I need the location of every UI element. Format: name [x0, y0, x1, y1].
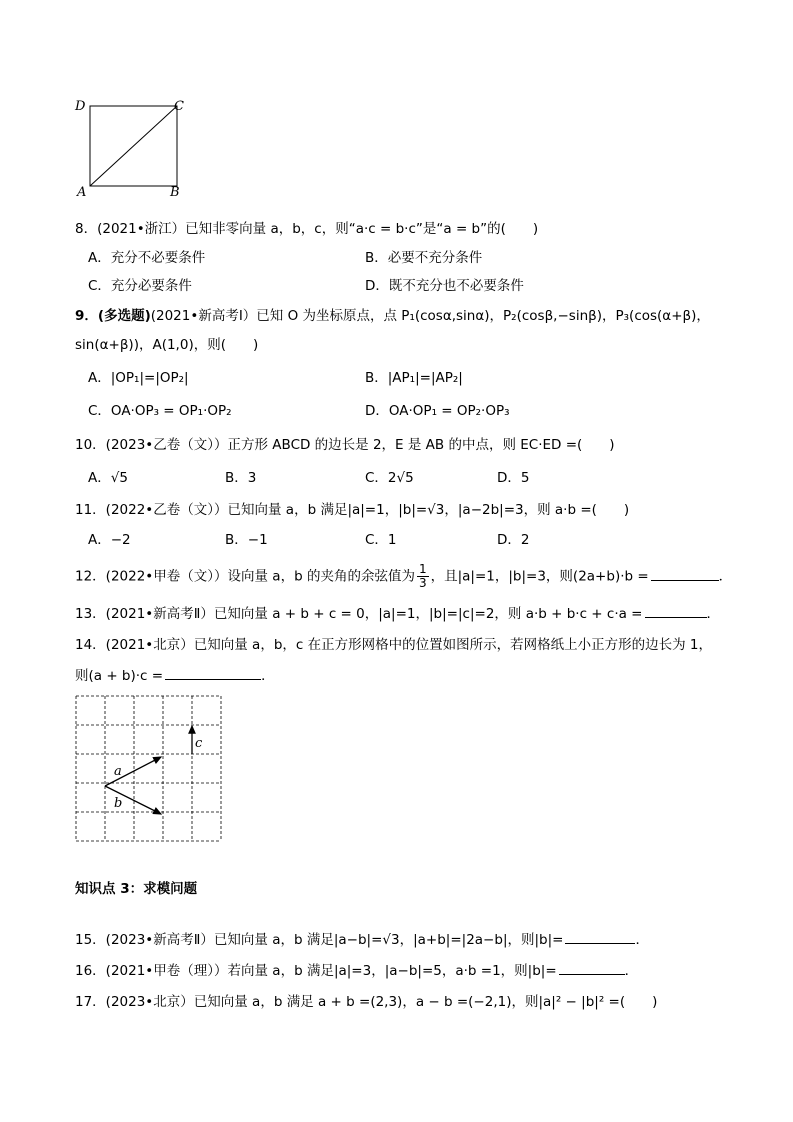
vector-label-b: b: [114, 796, 123, 811]
q9-tag: 9．(多选题): [75, 308, 151, 324]
q16-answer-blank[interactable]: [559, 962, 625, 975]
q9-option-d: D．OA·OP₁ = OP₂·OP₃: [365, 403, 510, 419]
q12-fraction-denominator: 3: [418, 576, 427, 590]
q9-stem-text: (2021•新高考Ⅰ）已知 O 为坐标原点，点 P₁(cosα,sinα)，P₂(cosβ,−sinβ)，P₃(cos(α+β)，: [150, 308, 710, 324]
q8-option-c: C．充分必要条件: [88, 278, 192, 294]
q12-stem-post: ，且|a|=1，|b|=3，则(2a+b)·b =: [430, 568, 649, 585]
q13-stem-text: 13．(2021•新高考Ⅱ）已知向量 a + b + c = 0，|a|=1，|b|=|c|=2，则 a·b + b·c + c·a =: [75, 606, 643, 622]
q15-stem: 15．(2023•新高考Ⅱ）已知向量 a，b 满足|a−b|=√3，|a+b|=|2a−b|，则|b|= ．: [75, 932, 649, 948]
q16-stem: 16．(2021•甲卷（理））若向量 a，b 满足|a|=3，|a−b|=5，a·b =1，则|b|= ．: [75, 963, 639, 979]
vertex-label-a: A: [77, 185, 87, 200]
grid-lines: [76, 696, 221, 841]
q12-fraction: [417, 563, 429, 590]
q12-fraction-numerator: 1: [418, 562, 427, 576]
q15-stem-text: 15．(2023•新高考Ⅱ）已知向量 a，b 满足|a−b|=√3，|a+b|=|2a−b|，则|b|=: [75, 932, 564, 948]
q14-stem-text: 则(a + b)·c =: [75, 668, 164, 684]
q10-stem: 10．(2023•乙卷（文））正方形 ABCD 的边长是 2，E 是 AB 的中点，则 EC·ED =( ): [75, 437, 615, 453]
q12-stem-pre: 12．(2022•甲卷（文））设向量 a，b 的夹角的余弦值为: [75, 568, 415, 585]
q9-stem-line2: sin(α+β))，A(1,0)，则( ): [75, 337, 259, 353]
q9-option-c: C．OA·OP₃ = OP₁·OP₂: [88, 403, 232, 419]
vertex-label-b: B: [170, 185, 180, 200]
q8-option-b: B．必要不充分条件: [365, 250, 483, 266]
q12-stem: 12．(2022•甲卷（文））设向量 a，b 的夹角的余弦值为 $\frac{1}{3}$ ，且|a|=1，|b|=3，则(2a+b)·b = ．: [75, 562, 733, 590]
q10-option-b: B．3: [225, 470, 257, 486]
q11-stem: 11．(2022•乙卷（文））已知向量 a，b 满足|a|=1，|b|=√3，|a−2b|=3，则 a·b =( ): [75, 502, 630, 518]
q9-option-b: B．|AP₁|=|AP₂|: [365, 370, 463, 386]
q8-option-a: A．充分不必要条件: [88, 250, 206, 266]
q17-stem: 17．(2023•北京）已知向量 a，b 满足 a + b =(2,3)，a − b =(−2,1)，则|a|² − |b|² =( ): [75, 994, 658, 1010]
q10-option-a: A．√5: [88, 470, 128, 486]
vector-label-a: a: [114, 764, 122, 779]
q13-stem: 13．(2021•新高考Ⅱ）已知向量 a + b + c = 0，|a|=1，|b|=|c|=2，则 a·b + b·c + c·a = ．: [75, 606, 720, 622]
q10-option-d: D．5: [497, 470, 530, 486]
q15-answer-blank[interactable]: [565, 931, 635, 944]
q14-stem-line1: 14．(2021•北京）已知向量 a，b，c 在正方形网格中的位置如图所示，若网格纸上小正方形的边长为 1，: [75, 637, 712, 653]
vector-label-c: c: [195, 736, 203, 751]
q16-stem-text: 16．(2021•甲卷（理））若向量 a，b 满足|a|=3，|a−b|=5，a·b =1，则|b|=: [75, 963, 557, 979]
vertex-label-c: C: [174, 99, 184, 114]
q9-stem-line1: [75, 304, 710, 324]
q13-answer-blank[interactable]: [645, 605, 707, 618]
q8-option-d: D．既不充分也不必要条件: [365, 278, 524, 294]
q11-option-c: C．1: [365, 532, 397, 548]
q12-answer-blank[interactable]: [651, 568, 719, 581]
grid-figure: [74, 694, 226, 846]
vertex-label-d: D: [75, 99, 86, 114]
square-figure: [72, 96, 192, 200]
q8-stem: 8．(2021•浙江）已知非零向量 a，b，c，则“a·c = b·c”是“a = b”的( ): [75, 221, 539, 237]
q14-stem-line2: 则(a + b)·c = ．: [75, 668, 275, 684]
q11-option-b: B．−1: [225, 532, 268, 548]
section-heading: 知识点 3：求模问题: [75, 881, 198, 897]
q14-answer-blank[interactable]: [165, 667, 261, 680]
q9-option-a: A．|OP₁|=|OP₂|: [88, 370, 189, 386]
q11-option-d: D．2: [497, 532, 530, 548]
q10-option-c: C．2√5: [365, 470, 414, 486]
q11-option-a: A．−2: [88, 532, 131, 548]
